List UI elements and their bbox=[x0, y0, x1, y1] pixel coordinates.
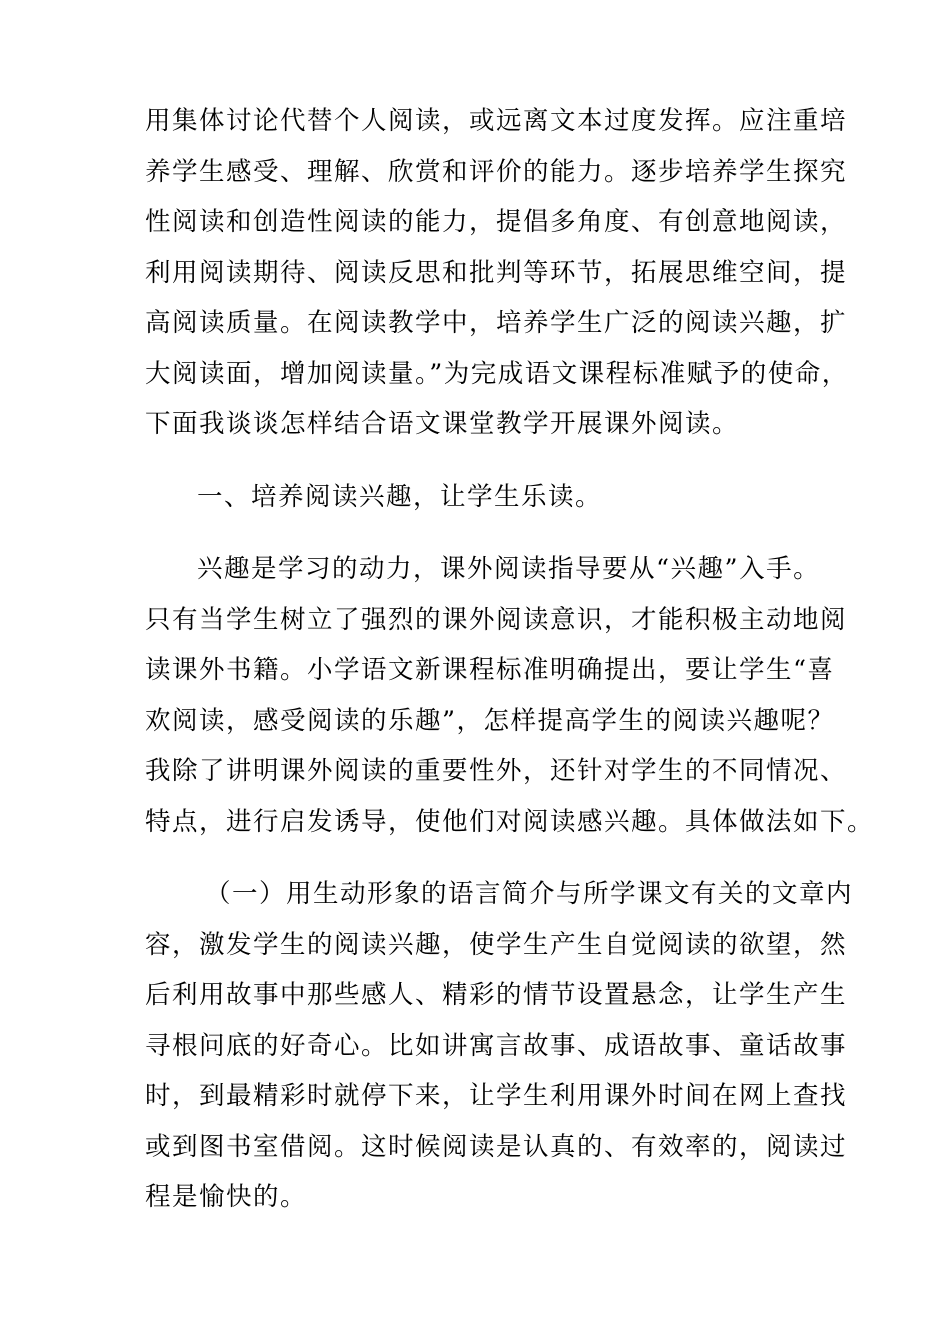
paragraph-line: 兴趣是学习的动力，课外阅读指导要从“兴趣”入手。 bbox=[197, 554, 821, 584]
paragraph-3 bbox=[145, 869, 854, 1223]
paragraph-1 bbox=[145, 96, 849, 450]
paragraph-line: 大阅读面，增加阅读量。”为完成语文课程标准赋予的使命， bbox=[145, 358, 849, 389]
paragraph-line: 高阅读质量。在阅读教学中，培养学生广泛的阅读兴趣，扩 bbox=[145, 308, 848, 338]
paragraph-line: 特点，进行启发诱导，使他们对阅读感兴趣。具体做法如下。 bbox=[145, 806, 875, 837]
paragraph-line: 容，激发学生的阅读兴趣，使学生产生自觉阅读的欲望，然 bbox=[145, 929, 848, 960]
section-heading bbox=[145, 472, 810, 523]
section-heading-text: 一、培养阅读兴趣，让学生乐读。 bbox=[197, 481, 603, 512]
paragraph-line: （一）用生动形象的语言简介与所学课文有关的文章内 bbox=[205, 879, 854, 909]
paragraph-2 bbox=[145, 544, 875, 847]
paragraph-line: 时，到最精彩时就停下来，让学生利用课外时间在网上查找 bbox=[145, 1081, 848, 1111]
paragraph-line: 欢阅读，感受阅读的乐趣”，怎样提高学生的阅读兴趣呢？ bbox=[145, 705, 835, 736]
paragraph-line: 性阅读和创造性阅读的能力，提倡多角度、有创意地阅读， bbox=[145, 207, 848, 237]
paragraph-line: 程是愉快的。 bbox=[145, 1182, 308, 1212]
paragraph-line: 养学生感受、理解、欣赏和评价的能力。逐步培养学生探究 bbox=[145, 156, 848, 187]
document-body bbox=[145, 96, 875, 1223]
paragraph-line: 利用阅读期待、阅读反思和批判等环节，拓展思维空间，提 bbox=[145, 257, 848, 288]
paragraph-line: 读课外书籍。小学语文新课程标准明确提出，要让学生“喜 bbox=[145, 655, 835, 685]
paragraph-line: 我除了讲明课外阅读的重要性外，还针对学生的不同情况、 bbox=[145, 756, 848, 786]
paragraph-line: 或到图书室借阅。这时候阅读是认真的、有效率的，阅读过 bbox=[145, 1131, 848, 1162]
paragraph-line: 用集体讨论代替个人阅读，或远离文本过度发挥。应注重培 bbox=[145, 106, 848, 136]
paragraph-line: 后利用故事中那些感人、精彩的情节设置悬念，让学生产生 bbox=[145, 980, 848, 1010]
paragraph-line: 下面我谈谈怎样结合语文课堂教学开展课外阅读。 bbox=[145, 409, 740, 439]
paragraph-line: 寻根问底的好奇心。比如讲寓言故事、成语故事、童话故事 bbox=[145, 1030, 848, 1061]
paragraph-line: 只有当学生树立了强烈的课外阅读意识，才能积极主动地阅 bbox=[145, 604, 848, 635]
